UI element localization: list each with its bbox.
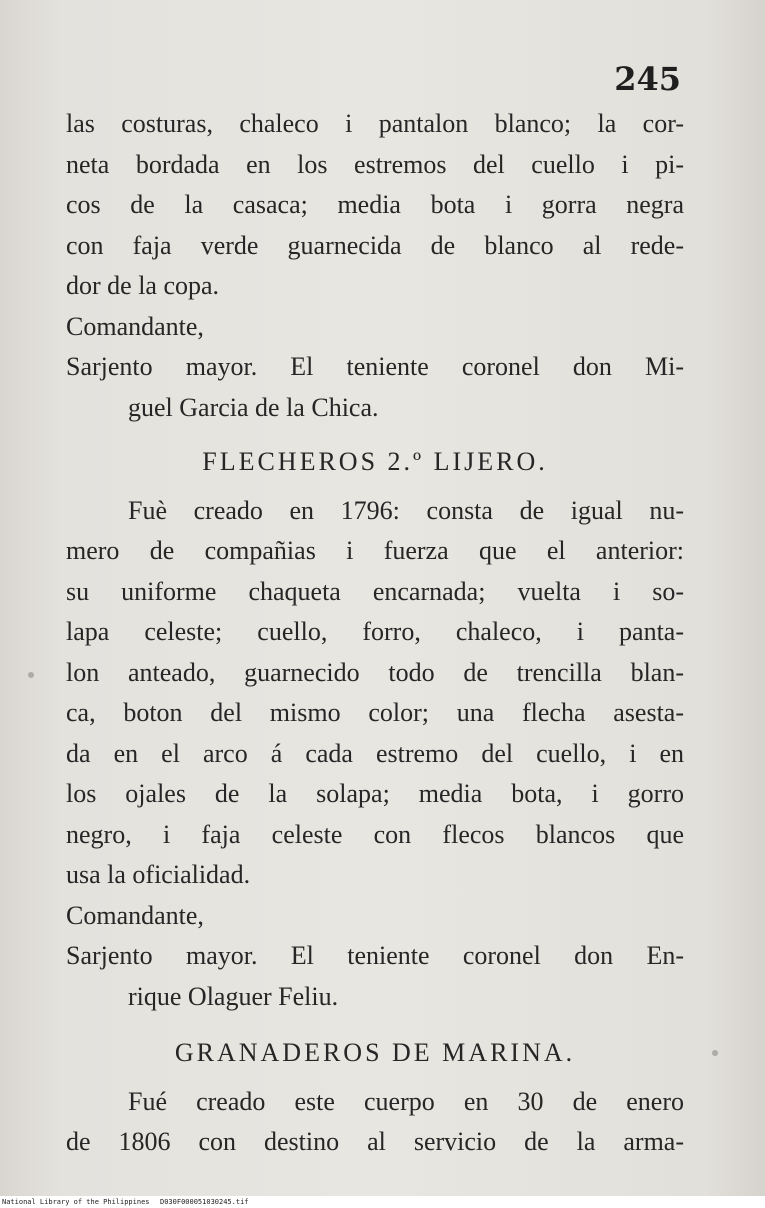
text-line: da en el arco á cada estremo del cuello, i en [66, 738, 684, 768]
footer-filename: D030F000051030245.tif [160, 1198, 249, 1206]
section-heading: GRANADEROS DE MARINA. [174, 1038, 576, 1067]
ink-speck [28, 672, 34, 678]
text-line: de 1806 con destino al servicio de la arma- [66, 1127, 684, 1156]
text-line: los ojales de la solapa; media bota, i gorro [66, 779, 684, 808]
text-line: dor de la copa. [66, 271, 220, 300]
footer-source: National Library of the Philippines [2, 1198, 150, 1206]
text-line: lon anteado, guarnecido todo de trencilla blan- [66, 657, 684, 687]
text-line: Fué creado este cuerpo en 30 de enero [128, 1086, 684, 1116]
text-line: Sarjento mayor. El teniente coronel don En- [66, 941, 684, 970]
ink-speck [712, 1050, 718, 1056]
text-line: cos de la casaca; media bota i gorra negra [66, 190, 684, 219]
text-line: mero de compañias i fuerza que el anterior: [66, 536, 684, 565]
text-line: negro, i faja celeste con flecos blancos que [66, 819, 684, 849]
text-line: usa la oficialidad. [66, 860, 251, 889]
body-text [66, 104, 684, 1163]
section-heading: FLECHEROS 2.º LIJERO. [202, 447, 548, 476]
text-line: su uniforme chaqueta encarnada; vuelta i so- [66, 576, 684, 606]
text-line: Fuè creado en 1796: consta de igual nu- [128, 495, 684, 525]
text-line: lapa celeste; cuello, forro, chaleco, i panta- [66, 617, 684, 646]
text-line: guel Garcia de la Chica. [128, 392, 379, 422]
text-line: Sarjento mayor. El teniente coronel don Mi- [66, 352, 684, 381]
text-line: ca, boton del mismo color; una flecha asesta- [66, 698, 684, 727]
page-number: 245 [614, 60, 681, 98]
text-line: las costuras, chaleco i pantalon blanco; la cor- [66, 109, 684, 138]
text-line: neta bordada en los estremos del cuello i pi- [66, 149, 684, 179]
text-line: Comandante, [66, 311, 204, 341]
text-line: Comandante, [66, 900, 204, 930]
text-line: con faja verde guarnecida de blanco al rede- [66, 230, 684, 260]
text-line: rique Olaguer Feliu. [128, 981, 339, 1011]
